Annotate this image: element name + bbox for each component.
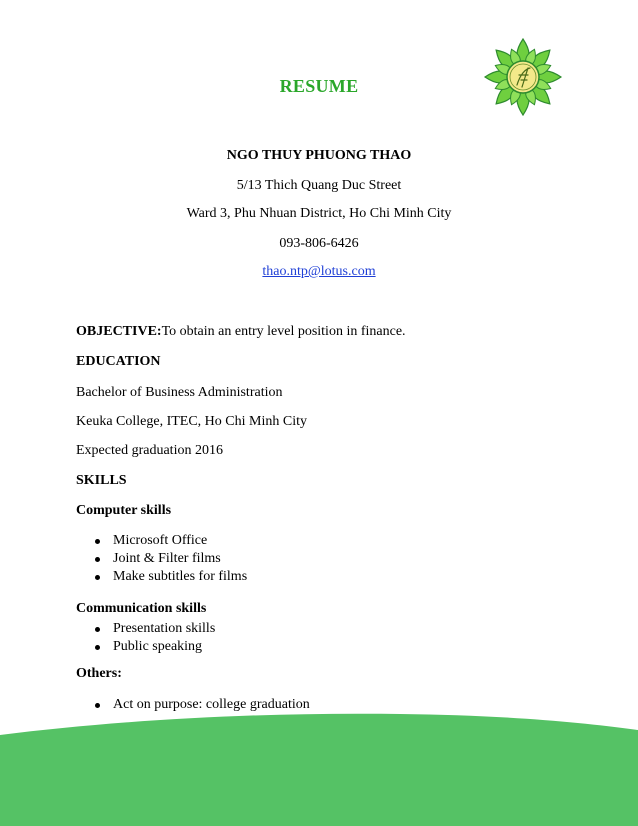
computer-skills-heading: Computer skills bbox=[76, 503, 172, 518]
list-item-text: Make subtitles for films bbox=[113, 569, 248, 584]
phone-number: 093-806-6426 bbox=[279, 236, 359, 251]
list-item bbox=[76, 568, 247, 586]
bullet-icon bbox=[95, 539, 100, 544]
objective-line bbox=[76, 324, 406, 340]
objective-label: OBJECTIVE: bbox=[76, 324, 162, 339]
skills-heading: SKILLS bbox=[76, 473, 127, 488]
bullet-icon bbox=[95, 627, 100, 632]
address-line-2: Ward 3, Phu Nhuan District, Ho Chi Minh City bbox=[186, 206, 452, 221]
others-heading: Others: bbox=[76, 666, 122, 681]
education-graduation: Expected graduation 2016 bbox=[76, 443, 223, 458]
applicant-name: NGO THUY PHUONG THAO bbox=[226, 148, 412, 163]
address-line-1: 5/13 Thich Quang Duc Street bbox=[236, 178, 402, 193]
list-item-text: Presentation skills bbox=[113, 621, 216, 636]
list-item-text: Joint & Filter films bbox=[113, 551, 221, 566]
resume-title: RESUME bbox=[279, 76, 359, 96]
email-link[interactable]: thao.ntp@lotus.com bbox=[262, 264, 376, 279]
communication-skills-list bbox=[76, 620, 215, 656]
list-item bbox=[76, 620, 215, 638]
list-item bbox=[76, 532, 247, 550]
education-heading: EDUCATION bbox=[76, 354, 161, 369]
computer-skills-list bbox=[76, 532, 247, 586]
bullet-icon bbox=[95, 557, 100, 562]
lotus-logo-icon bbox=[484, 38, 562, 116]
list-item bbox=[76, 638, 215, 656]
communication-skills-heading: Communication skills bbox=[76, 601, 207, 616]
objective-text: To obtain an entry level position in finance. bbox=[161, 324, 406, 339]
list-item bbox=[76, 550, 247, 568]
list-item-text: Act on purpose: college graduation bbox=[113, 697, 310, 712]
footer-wave bbox=[0, 700, 638, 826]
education-degree: Bachelor of Business Administration bbox=[76, 385, 283, 400]
list-item-text: Public speaking bbox=[113, 639, 203, 654]
bullet-icon bbox=[95, 575, 100, 580]
bullet-icon bbox=[95, 645, 100, 650]
list-item-text: Microsoft Office bbox=[113, 533, 208, 548]
education-school: Keuka College, ITEC, Ho Chi Minh City bbox=[76, 414, 307, 429]
